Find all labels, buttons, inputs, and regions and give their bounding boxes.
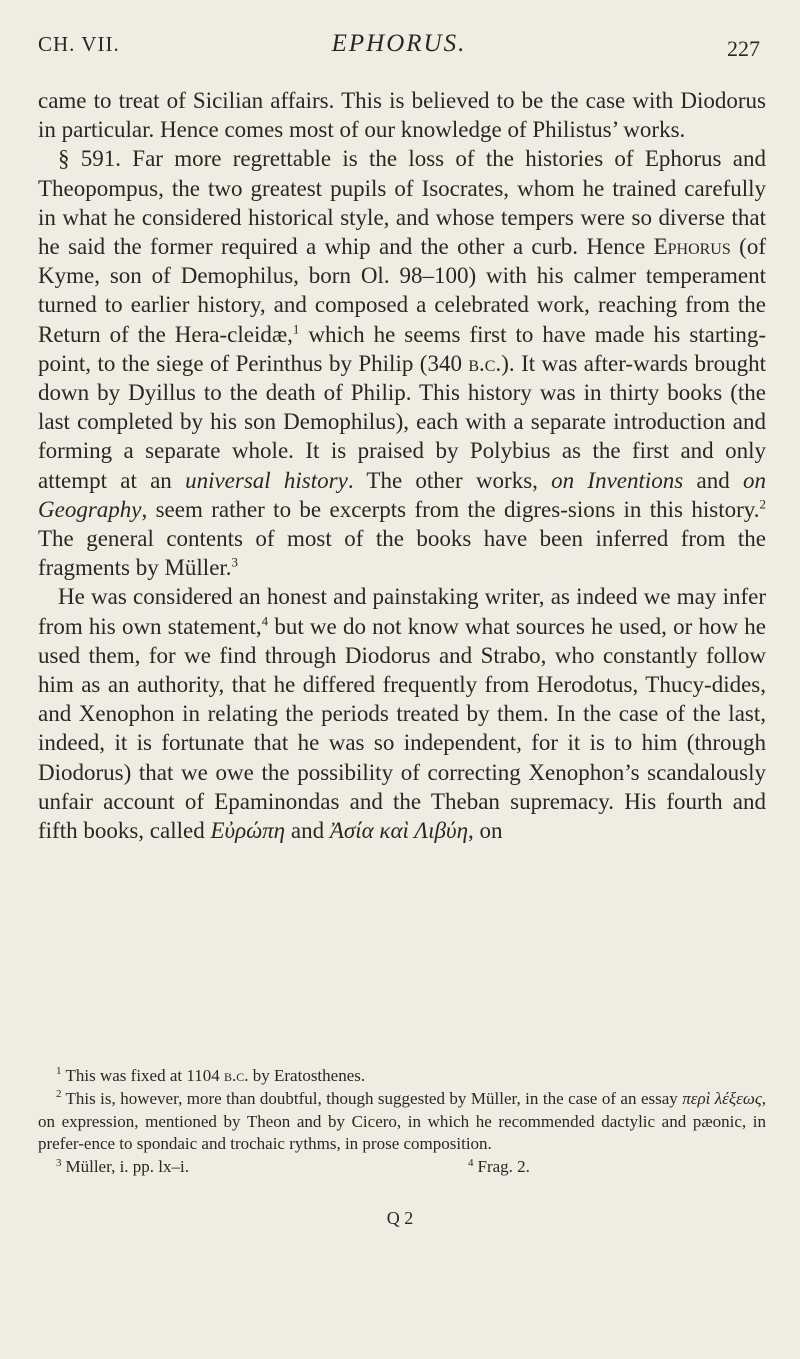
footnotes (38, 1065, 766, 1179)
running-title: EPHORUS. (331, 30, 467, 57)
footnote-4: $^4$ Frag. 2. (468, 1156, 530, 1177)
greek-title-europe: Εὐρώπη (210, 818, 286, 844)
paragraph-2: § 591. Far more regrettable is the loss of the histories of Ephorus and Theopompus, the two greatest pupils of Isocrates, whom he trained carefully in what he considered historical style, and whose tempers were so diverse that he said the former required a whip and the other a curb. Hence Ephorus (of Kyme, son of Demophilus, born Ol. 98–100) with his calmer temperament turned to earlier history, and composed a celebrated work, reaching from the Return of the Hera-cleidæ,$^1$ which he seems first to have made his starting-point, to the siege of Perinthus by Philip (340 b.c.). It was after-wards brought down by Dyillus to the death of Philip. This history was in thirty books (the last completed by his son Demophilus), each with a separate introduction and forming a separate whole. It is praised by Polybius as the first and only attempt at an universal history. The other works, on Inventions and on Geography, seem rather to be excerpts from the digres-sions in this history.$^2$ The general contents of most of the books have been inferred from the fragments by Müller.$^3$ (38, 146, 766, 581)
footnote-ref-1: 1 (292, 320, 300, 336)
work-title-geography: on Geography (38, 467, 766, 522)
footnotes-3-4 (38, 1156, 766, 1179)
footnote-ref-4: 4 (261, 613, 269, 628)
signature-mark: Q 2 (386, 1208, 414, 1228)
paragraph-1: came to treat of Sicilian affairs. This is believed to be the case with Diodorus in particular. Hence comes most of our knowledge of Philistus’ works. (38, 88, 766, 143)
main-text (38, 86, 766, 845)
emphasis-universal-history: universal history (185, 467, 348, 493)
running-header (38, 30, 760, 70)
greek-title-asia-libya: Ἀσία καὶ Λιβύη (329, 818, 468, 844)
page-number: 227 (727, 36, 760, 61)
footnote-3: $^3$ Müller, i. pp. lx–i. (56, 1156, 190, 1177)
footnote-1: $^1$ This was fixed at 1104 b.c. by Eratosthenes. (56, 1065, 366, 1085)
subject-name-small-caps: Ephorus (653, 234, 731, 260)
footnote-ref-3: 3 (231, 554, 239, 570)
work-title-inventions: on Inventions (551, 467, 684, 493)
chapter-label: CH. VII. (38, 32, 120, 56)
footnote-2: $^2$ This is, however, more than doubtful, though suggested by Müller, in the case of an essay περὶ λέξεως, on expression, mentioned by Theon and by Cicero, in which he recommended dactylic and pæonic, in prefer-ence to spondaic and trochaic rythms, in prose composition. (38, 1088, 766, 1154)
paragraph-3: He was considered an honest and painstaking writer, as indeed we may infer from his own statement,$^4$ but we do not know what sources he used, or how he used them, for we find through Diodorus and Strabo, who constantly follow him as an authority, that he differed frequently from Herodotus, Thucy-dides, and Xenophon in relating the periods treated by them. In the case of the last, indeed, it is fortunate that he was so independent, for it is to him (through Diodorus) that we owe the possibility of correcting Xenophon’s scandalously unfair account of Epaminondas and the Theban supremacy. His fourth and fifth books, called Εὐρώπη and Ἀσία καὶ Λιβύη, on (38, 584, 766, 844)
footnote-ref-2: 2 (759, 496, 766, 512)
